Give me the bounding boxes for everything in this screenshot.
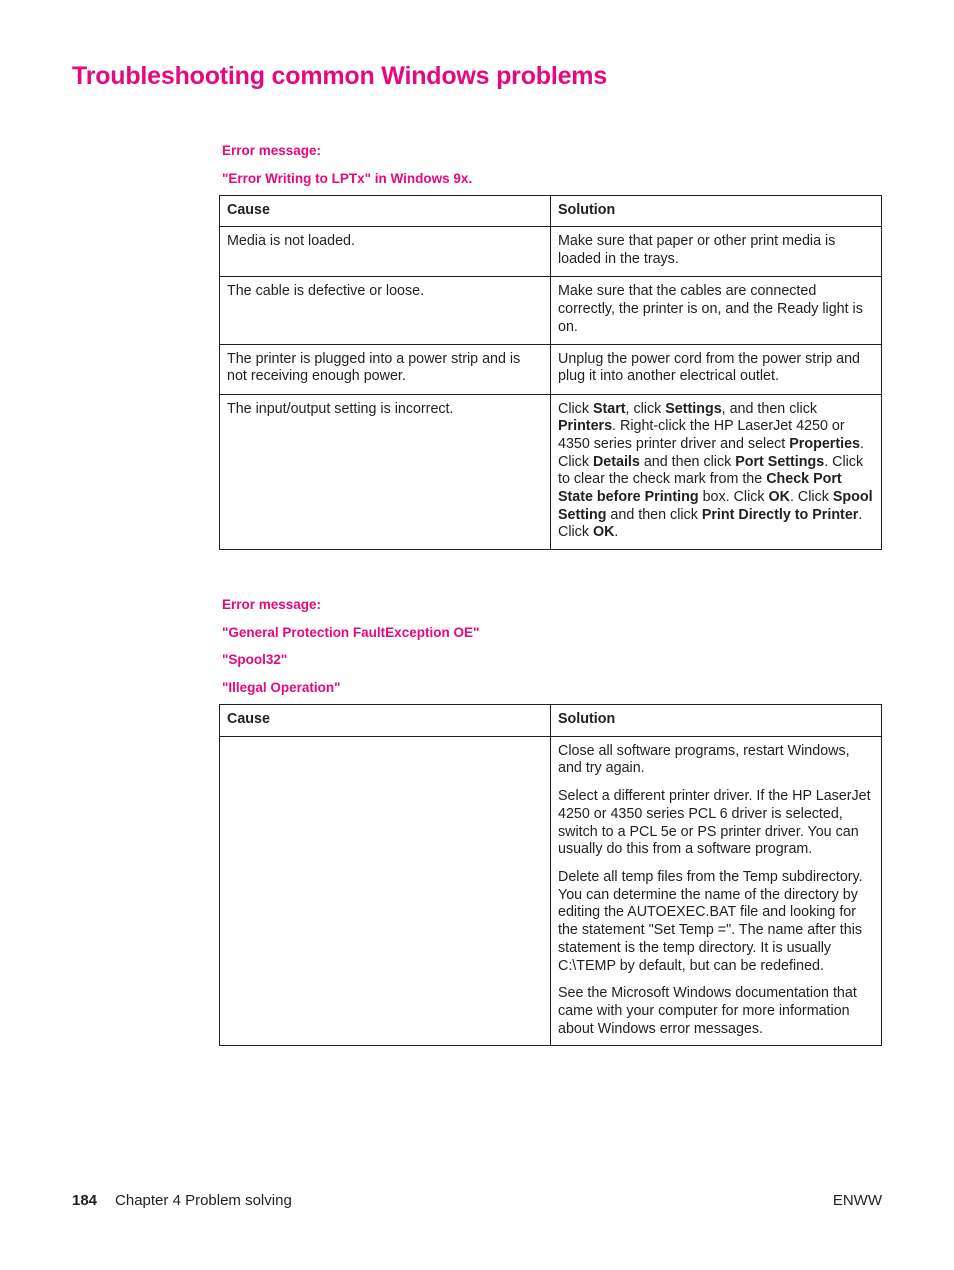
ui-term: Check Port State before Printing — [558, 471, 842, 506]
cause-solution-table-2 — [219, 704, 882, 1046]
error-section-2 — [219, 598, 882, 1046]
solution-cell: Make sure that paper or other print media is loaded in the trays. — [551, 227, 882, 277]
header-solution: Solution — [551, 195, 882, 227]
cause-cell — [220, 736, 551, 1046]
page-number: 184 — [72, 1192, 98, 1209]
ui-term: OK — [768, 489, 790, 506]
solution-text: Click — [558, 400, 593, 417]
error-label: Error message: — [222, 143, 322, 158]
ui-term: Printers — [558, 418, 613, 435]
cause-solution-table-1 — [219, 195, 882, 550]
table-header-row — [220, 195, 882, 227]
solution-cell — [551, 736, 882, 1046]
table-row — [220, 394, 882, 550]
ui-term: Print Directly to Printer — [701, 506, 859, 523]
footer-right: ENWW — [832, 1192, 882, 1209]
solution-cell — [551, 394, 882, 550]
header-cause: Cause — [220, 195, 551, 227]
footer-left — [72, 1192, 292, 1209]
solution-text: , and then click — [721, 400, 818, 417]
ui-term: Details — [592, 453, 640, 470]
page-title: Troubleshooting common Windows problems — [72, 62, 608, 90]
cause-cell: The printer is plugged into a power strip and is not receiving enough power. — [220, 344, 551, 394]
ui-term: Port Settings — [735, 453, 825, 470]
header-solution: Solution — [551, 705, 882, 737]
table-row — [220, 736, 882, 1046]
solution-text: . Click — [789, 489, 833, 506]
solution-text: . Click — [558, 435, 864, 470]
cause-cell: The cable is defective or loose. — [220, 277, 551, 344]
chapter-label: Chapter 4 Problem solving — [115, 1192, 292, 1209]
solution-paragraph: Select a different printer driver. If the HP LaserJet 4250 or 4350 series PCL 6 driver is selected, switch to a PCL 5e or PS printer driver. You can usually do this from a software program. — [558, 788, 871, 858]
solution-paragraph: Delete all temp files from the Temp subdirectory. You can determine the name of the directory by editing the AUTOEXEC.BAT file and looking for the statement "Set Temp =". The name after this statement is the temp directory. It is usually C:\TEMP by default, but can be redefined. — [558, 868, 863, 974]
table-row — [220, 227, 882, 277]
error-text: "Error Writing to LPTx" in Windows 9x. — [222, 170, 473, 186]
solution-text: . Click — [558, 506, 863, 541]
solution-text: and then click — [606, 506, 702, 523]
solution-text: box. Click — [698, 489, 769, 506]
cause-cell: Media is not loaded. — [220, 227, 551, 277]
solution-text: . — [614, 524, 619, 541]
solution-cell: Make sure that the cables are connected correctly, the printer is on, and the Ready light is on. — [551, 277, 882, 344]
solution-paragraph: Close all software programs, restart Windows, and try again. — [558, 742, 850, 777]
page-footer — [72, 1192, 882, 1209]
header-cause: Cause — [220, 705, 551, 737]
solution-cell: Unplug the power cord from the power strip and plug it into another electrical outlet. — [551, 344, 882, 394]
ui-term: Settings — [665, 400, 722, 417]
solution-text: . Click to clear the check mark from the — [558, 453, 864, 488]
ui-term: OK — [592, 524, 615, 541]
solution-text: and then click — [639, 453, 736, 470]
error-label: Error message: — [222, 597, 322, 612]
table-row — [220, 277, 882, 344]
table-row — [220, 344, 882, 394]
table-header-row — [220, 705, 882, 737]
ui-term: Start — [592, 400, 626, 417]
solution-text: , click — [625, 400, 666, 417]
cause-cell: The input/output setting is incorrect. — [220, 394, 551, 550]
ui-term: Properties — [789, 435, 860, 452]
ui-term: Spool Setting — [558, 489, 873, 523]
error-text: "Illegal Operation" — [222, 680, 341, 696]
solution-text: . Right-click the HP LaserJet 4250 or 4350 series printer driver and select — [558, 418, 845, 452]
solution-paragraph: See the Microsoft Windows documentation that came with your computer for more information about Windows error messages. — [558, 985, 857, 1037]
error-text: "General Protection FaultException OE" — [222, 624, 480, 640]
error-text: "Spool32" — [222, 652, 288, 668]
error-section-1 — [219, 144, 882, 550]
